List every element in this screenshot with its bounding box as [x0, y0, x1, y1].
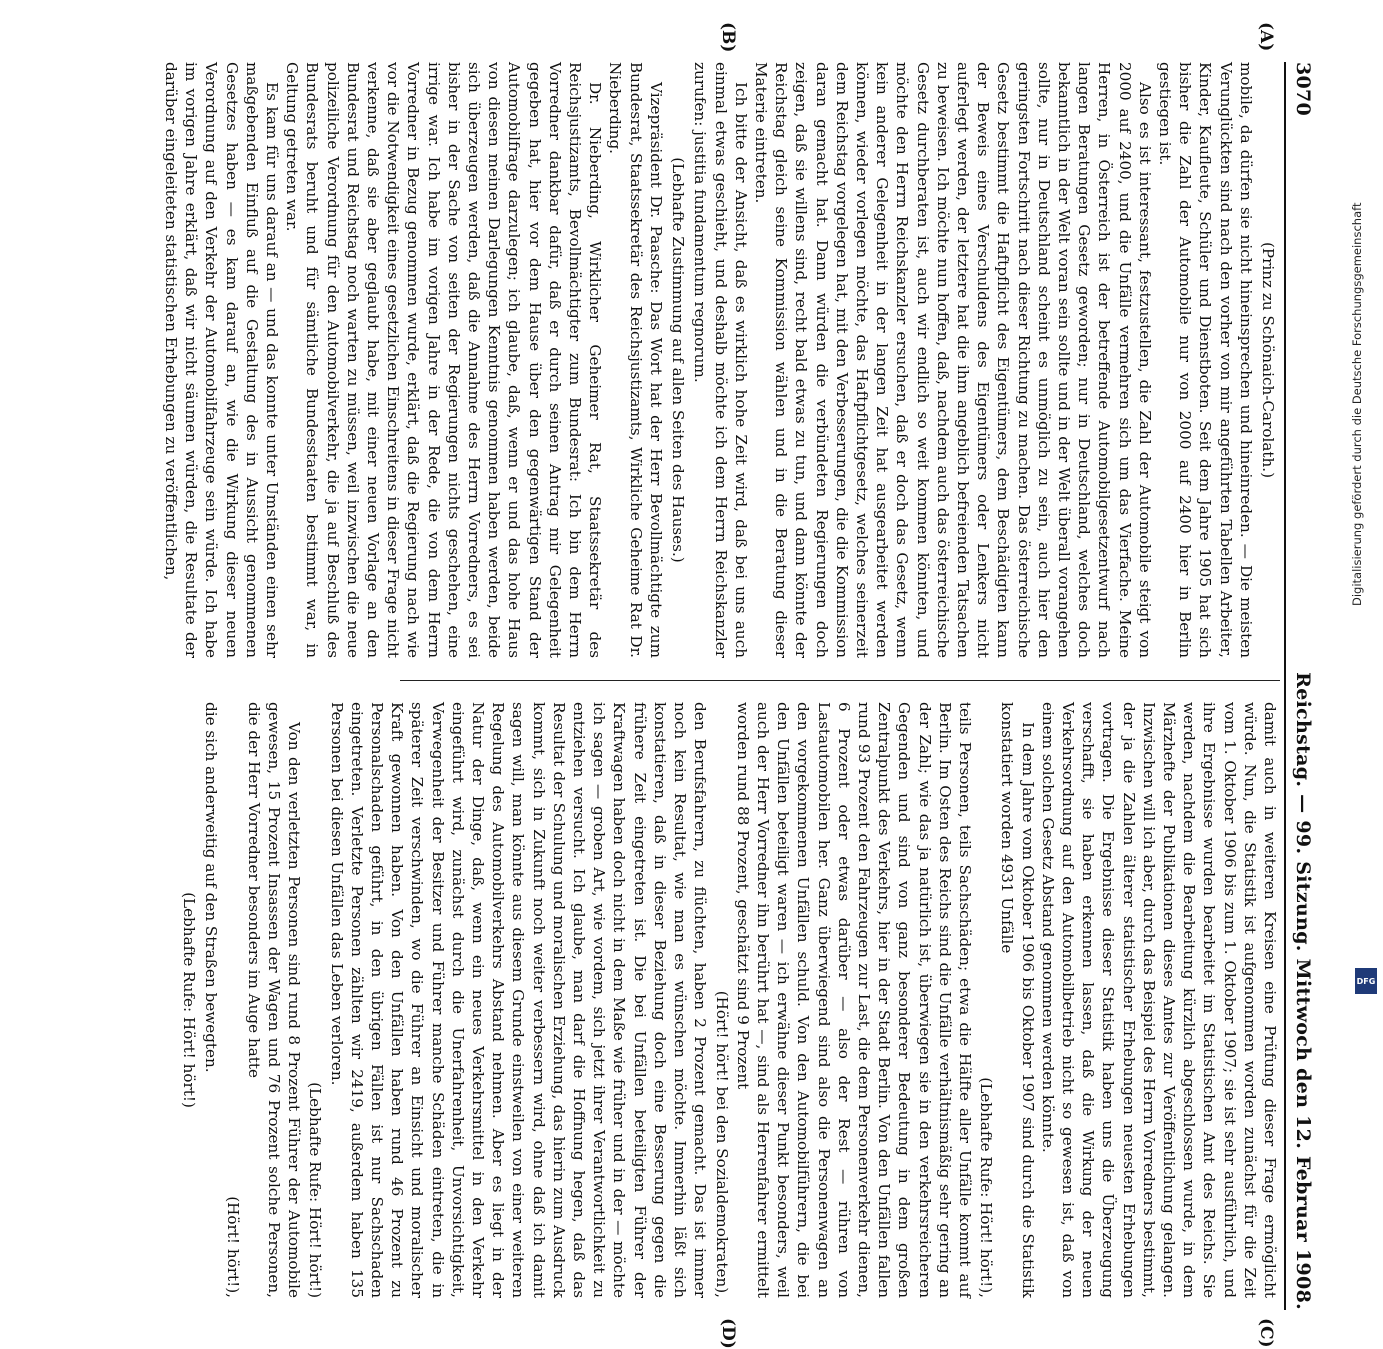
paragraph: die sich anderweitig auf den Straßen bewegten. — [202, 702, 221, 1073]
paragraph: Dr. Nieberding, Wirklicher Geheimer Rat, Staatssekretär des Reichsjustizamts, Bevollmächtigter zum Bundesrat: Ich bin dem Herrn Vorredner dankbar dafür, daß er durch seinen Antrag mir Gelegenheit gegeben hat, hier vor dem Hause über den gegenwärtigen Stand der Automobilfrage darzulegen; ich glaube, daß, wenn er und das hohe Haus von diesen meinen Darlegungen Kenntnis genommen haben werden, beide sich überzeugen werden, daß die Annahme des Herrn Vorredners, es sei bisher in der Sache von seiten der Regierungen nichts geschehen, eine irrige war. Ich habe im vorigen Jahre in der Rede, die von dem Herrn Vorredner in Bezug genommen wurde, erklärt, daß die Regierung nach wie vor die Notwendigkeit eines gesetzlichen Einschreitens in dieser Frage nicht verkenne, daß sie aber geglaubt habe, mit einer neuen Vorlage an den Bundesrat und Reichstag noch warten zu müssen, weil inzwischen die neue polizeiliche Verordnung für den Automobilverkehr, die ja auf Beschluß des Bundesrats beruht und für sämtliche Bundesstaaten bestimmt war, in Geltung getreten war. — [283, 62, 605, 658]
paragraph: Vizepräsident Dr. Paasche: Das Wort hat der Herr Bevollmächtigte zum Bundesrat, Staatssekretär des Reichsjustizamts, Wirkliche Geheime Rat Dr. Nieberding. — [606, 62, 665, 658]
paragraph: den Berufsfahrern, zu flüchten, haben 2 Prozent gemacht. Das ist immer noch kein Resultat, wie man es wünschen möchte. Immerhin läßt sich konstatieren, daß in dieser Beziehung doch eine Besserung gegen die frühere Zeit eingetreten ist. Die bei Unfällen beteiligten Führer der Kraftwagen haben doch nicht in dem Maße wie früher und in der — möchte ich sagen — groben Art, wie vordem, sich jetzt ihrer Verantwortlichkeit zu entziehen versucht. Ich glaube, man darf die Hoffnung hegen, daß das Resultat der Schulung und moralischen Erziehung, das hierin zum Ausdruck kommt, sich in Zukunft noch weiter verbessern wird, ohne daß ich damit sagen will, man könnte aus diesem Grunde einstweilen von einer weiteren Regelung des Automobilverkehrs Abstand nehmen. Aber es liegt in der Natur der Dinge, daß, wenn ein neues Verkehrsmittel in den Verkehr eingeführt wird, zunächst durch die Unerfahrenheit, Unvorsichtigkeit, Verwegenheit der Besitzer und Führer manche Schäden eintreten, die in späterer Zeit verschwinden, wo die Führer an Einsicht und moralischer Kraft gewonnen haben. Von den Unfällen haben rund 46 Prozent zu Personalschaden geführt, in den übrigen Fällen ist nur Sachschaden eingetreten. Verletzte Personen zählten wir 2419, außerdem haben 135 Personen bei diesen Unfällen das Leben verloren. — [327, 702, 710, 1298]
margin-marker-b: (B) — [718, 22, 738, 53]
paragraph: In dem Jahre vom Oktober 1906 bis Oktober 1907 sind durch die Statistik konstatiert worden 4931 Unfälle — [998, 702, 1037, 1298]
left-column — [162, 62, 1280, 658]
page-header — [1290, 62, 1316, 1310]
interjection: (Lebhafte Rufe: Hört! hört!) — [306, 1082, 325, 1298]
paragraph: mobile, da dürfen sie nicht hineinsprechen und hineinreden. — Die meisten Verunglückten sind nach den vorher von mir angeführten Tabellen Arbeiter, Kinder, Kaufleute, Schüler und Dienstboten. Seit dem Jahre 1905 hat sich bisher die Zahl der Automobile nur von 2000 auf 2400 hier in Berlin gestiegen ist. — [1155, 62, 1255, 658]
paragraph: teils Personen, teils Sachschäden; etwa die Hälfte aller Unfälle kommt auf Berlin. Im Osten des Reichs sind die Unfälle verhältnismäßig sehr gering an der Zahl; wie das ja natürlich ist, überwiegen sie in den verkehrsreicheren Gegenden und sind von ganz besonderer Bedeutung in dem großen Zentralpunkt des Verkehrs, hier in der Stadt Berlin. Von den Unfällen fallen rund 93 Prozent den Fahrzeugen zur Last, die dem Personenverkehr dienen, 6 Prozent oder etwas darüber — also der Rest — rühren von Lastautomobilen her. Ganz überwiegend sind also die Personenwagen an den vorgekommenen Unfällen schuld. Von den Automobilführern, die bei den Unfällen beteiligt waren — ich erwähne dieser Punkt besonders, weil auch der Herr Vorredner ihn berührt hat —, sind als Herrenfahrer ermittelt worden rund 88 Prozent, geschätzt sind 9 Prozent — [733, 702, 974, 1298]
page-number: 3070 — [1292, 62, 1314, 117]
interjection: (Hört! hört!), — [223, 1196, 242, 1298]
interjection: (Lebhafte Rufe: Hört! hört!) — [180, 892, 199, 1108]
paragraph: Von den verletzten Personen sind rund 8 Prozent Führer der Automobile gewesen, 15 Prozent Insassen der Wagen und 76 Prozent solche Personen, die der Herr Vorredner besonders im Auge hatte — [244, 702, 304, 1298]
margin-marker-c: (C) — [1256, 1318, 1276, 1348]
applause-note: (Lebhafte Zustimmung auf allen Seiten des Hauses.) — [669, 157, 688, 563]
paragraph: Es kam für uns darauf an — und das konnte unter Umständen einen sehr maßgebenden Einfluß auf die Gestaltung des in Aussicht genommenen Gesetzes haben — es kam darauf an, wie die Wirkung dieser neuen Verordnung auf den Verkehr der Automobilfahrzeuge sein würde. Ich habe im vorigen Jahre erklärt, daß wir nicht säumen würden, die Resultate der darüber eingeleiteten statistischen Erhebungen zu veröffentlichen, — [162, 62, 282, 658]
margin-marker-d: (D) — [718, 1318, 738, 1349]
dfg-logo: DFG — [1355, 968, 1377, 994]
paragraph: damit auch in weiteren Kreisen eine Prüfung dieser Frage ermöglicht würde. Nun, die Statistik ist aufgenommen worden zunächst für die Zeit vom 1. Oktober 1906 bis zum 1. Oktober 1907; sie ist sehr ausführlich, und ihre Ergebnisse wurden bearbeitet im Statistischen Amt des Reichs. Sie werden, nachdem die Bearbeitung kürzlich abgeschlossen wurde, in dem Märzhefte der Publikationen dieses Amtes zur Veröffentlichung gelangen. Inzwischen will ich aber, durch das Beispiel des Herrn Vorredners bestimmt, der ja die Zahlen älterer statistischer Erhebungen neuesten Erhebungen vortragen. Die Ergebnisse dieser Statistik haben uns die Überzeugung verschafft, sie haben erkennen lassen, daß die Wirkung der neuen Verkehrsordnung auf den Automobilbetrieb nicht so gewesen ist, daß von einem solchen Gesetz Abstand genommen werden könnte. — [1038, 702, 1279, 1298]
speaker-continuation: (Prinz zu Schönaich-Carolath.) — [1259, 241, 1277, 479]
column-divider — [400, 680, 1280, 681]
margin-marker-a: (A) — [1256, 22, 1276, 52]
header-rule — [1284, 62, 1286, 1310]
paragraph: Ich bitte der Ansicht, daß es wirklich hohe Zeit wird, daß bei uns auch einmal etwas geschieht, und deshalb möchte ich dem Herrn Reichskanzler zurufen: justitia fundamentum regnorum. — [691, 62, 750, 658]
right-column — [180, 702, 1280, 1298]
page-title: Reichstag. — 99. Sitzung. Mittwoch den 12. Februar 1908. — [1292, 672, 1314, 1310]
paragraph: Also es ist interessant, festzustellen, die Zahl der Automobile steigt von 2000 auf 2400, und die Unfälle vermehren sich um das Vierfache. Meine Herren, in Österreich ist der betreffende Automobilgesetzentwurf nach langen Beratungen Gesetz geworden; nur in Deutschland, welches doch bekanntlich in der Welt voran sein sollte und in der Welt überall vorangehen sollte, nur in Deutschland scheint es unmöglich zu sein, auch hier den geringsten Fortschritt nach dieser Richtung zu machen. Das österreichische Gesetz bestimmt die Haftpflicht des Eigentümers, dem Beschädigten kann der Beweis eines Verschuldens des Eigentümers oder Lenkers nicht auferlegt werden, der letztere hat die ihm angeblich befreienden Tatsachen zu beweisen. Ich möchte nun hoffen, daß, nachdem auch das österreichische Gesetz durchberaten ist, auch wir endlich so weit kommen könnten, und möchte den Herrn Reichskanzler ersuchen, daß er doch das Gesetz, wenn kein anderer Gelegenheit in der langen Zeit hat ausgearbeitet werden können, wieder vorlegen möchte, das Haftpflichtgesetz, welches seinerzeit dem Reichstag vorgelegen hat, mit den Verbesserungen, die die Kommission daran gemacht hat. Dann würden die verbündeten Regierungen doch zeigen, daß sie willens sind, recht bald etwas zu tun, und dann könnte der Reichstag gleich seine Kommission wählen und in die Beratung dieser Materie eintreten. — [751, 62, 1154, 658]
interjection: (Hört! hört! bei den Sozialdemokraten), — [712, 990, 731, 1298]
interjection: (Lebhafte Rufe: Hört! hört!), — [977, 1077, 996, 1298]
digitization-credit: Digitalisierung gefördert durch die Deutsche Forschungsgemeinschaft — [1350, 202, 1364, 606]
